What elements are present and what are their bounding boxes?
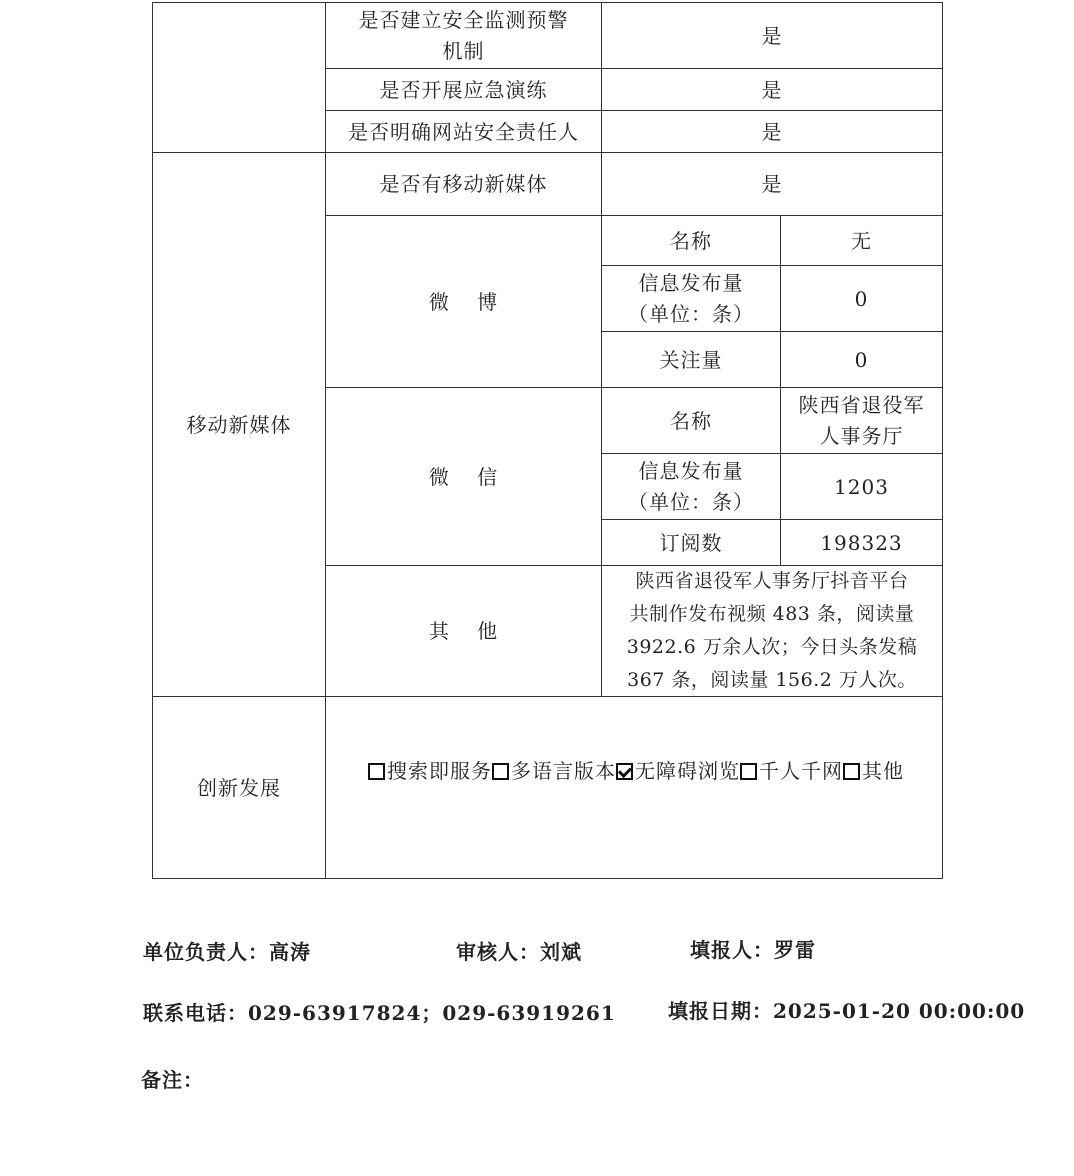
other-media-label [325,565,602,697]
option-personalized[interactable] [740,755,843,787]
weibo-posts-label-line1: 信息发布量 [638,270,744,295]
contact-phone: 联系电话：029-63917824；029-63919261 [143,1001,616,1025]
has-mobile-media-value: 是 [601,152,943,216]
checkbox-checked-icon[interactable] [616,763,633,780]
security-officer-label: 是否明确网站安全责任人 [325,110,602,153]
option-label: 其他 [862,758,904,783]
other-media-label-text: 其 他 [428,619,499,643]
security-monitoring-label [325,2,602,69]
weibo-posts-label-line2: （单位：条） [628,301,754,326]
remarks: 备注： [141,1068,204,1092]
reviewer: 审核人：刘斌 [456,940,582,964]
security-monitoring-value: 是 [601,2,943,69]
other-media-line-2: 共制作发布视频 483 条，阅读量 [629,603,915,625]
checkbox-unchecked-icon[interactable] [843,763,860,780]
fill-date: 填报日期：2025-01-20 00:00:00 [668,999,1026,1023]
wechat-label-text: 微 信 [428,464,499,489]
checkbox-unchecked-icon[interactable] [492,763,509,780]
other-media-line-3: 3922.6 万余人次；今日头条发稿 [626,636,918,658]
weibo-followers-value: 0 [780,331,943,388]
emergency-drill-label: 是否开展应急演练 [325,68,602,111]
wechat-name-label: 名称 [601,387,781,454]
option-search-as-service[interactable] [368,755,492,787]
innovation-options [325,696,943,879]
wechat-subscribers-value: 198323 [780,519,943,566]
other-media-description [601,565,943,697]
security-monitoring-label-line1: 是否建立安全监测预警 [358,7,569,32]
option-other[interactable] [843,755,904,787]
wechat-posts-label [601,453,781,520]
weibo-label-text: 微 博 [428,289,499,314]
option-label: 千人千网 [759,758,843,783]
option-accessibility[interactable] [616,755,740,787]
mobile-media-section-label: 移动新媒体 [152,152,326,697]
weibo-posts-value: 0 [780,265,943,332]
weibo-posts-label [601,265,781,332]
weibo-name-label: 名称 [601,215,781,266]
wechat-name-value [780,387,943,454]
section-label-cell-empty [152,2,326,153]
wechat-name-value-line1: 陕西省退役军 [798,392,925,417]
checkbox-unchecked-icon[interactable] [368,763,385,780]
wechat-name-value-line2: 人事务厅 [819,423,904,448]
wechat-posts-value: 1203 [780,453,943,520]
wechat-label [325,387,602,566]
weibo-label [325,215,602,388]
weibo-name-value: 无 [780,215,943,266]
wechat-posts-label-line2: （单位：条） [628,489,754,514]
option-label: 搜索即服务 [387,758,492,783]
innovation-label: 创新发展 [152,696,326,879]
option-label: 无障碍浏览 [635,758,740,783]
option-multilingual[interactable] [492,755,616,787]
has-mobile-media-label: 是否有移动新媒体 [325,152,602,216]
other-media-line-4: 367 条，阅读量 156.2 万人次。 [627,669,917,691]
wechat-subscribers-label: 订阅数 [601,519,781,566]
wechat-posts-label-line1: 信息发布量 [638,458,744,483]
unit-head: 单位负责人：高涛 [143,940,311,964]
option-label: 多语言版本 [511,758,616,783]
checkbox-unchecked-icon[interactable] [740,763,757,780]
filler: 填报人：罗雷 [690,938,816,962]
weibo-followers-label: 关注量 [601,331,781,388]
security-monitoring-label-line2: 机制 [442,38,485,63]
other-media-line-1: 陕西省退役军人事务厅抖音平台 [635,570,909,592]
emergency-drill-value: 是 [601,68,943,111]
security-officer-value: 是 [601,110,943,153]
